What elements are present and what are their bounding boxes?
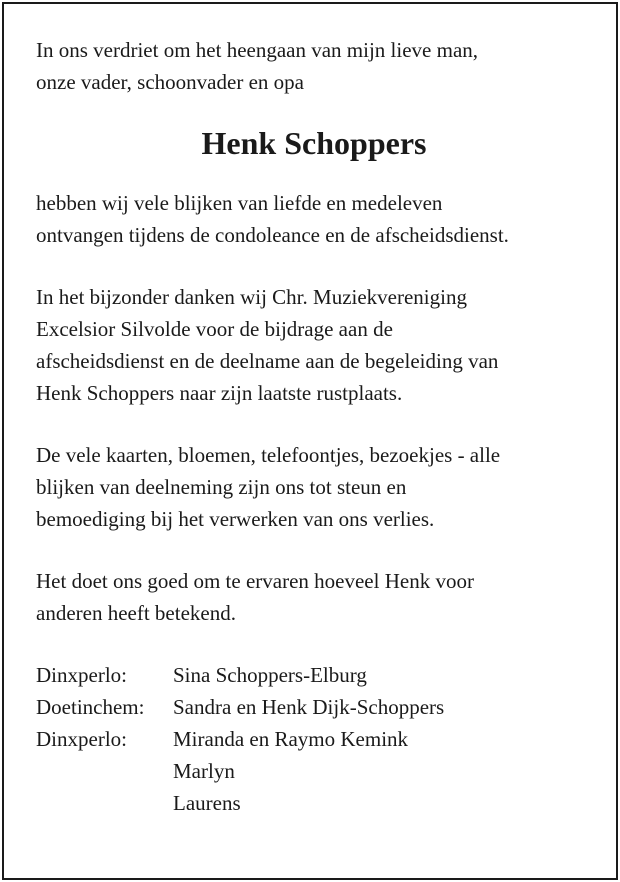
paragraph-line: De vele kaarten, bloemen, telefoontjes, bezoekjes - alle [36, 443, 501, 467]
signature-row [36, 659, 596, 691]
signature-names: Miranda en Raymo Kemink [173, 727, 409, 751]
paragraph-line: Excelsior Silvolde voor de bijdrage aan de [36, 317, 393, 341]
paragraph-line: afscheidsdienst en de deelname aan de begeleiding van [36, 349, 499, 373]
paragraph-line: hebben wij vele blijken van liefde en medeleven [36, 191, 443, 215]
paragraph-line: bemoediging bij het verwerken van ons verlies. [36, 507, 435, 531]
signature-names: Sina Schoppers-Elburg [173, 663, 367, 687]
signature-place: Dinxperlo: [36, 663, 127, 687]
signatures [36, 659, 596, 819]
signature-row [36, 691, 596, 723]
paragraph-line: Henk Schoppers naar zijn laatste rustplaats. [36, 381, 403, 405]
announcement-card [2, 2, 618, 880]
signature-place [36, 755, 173, 787]
signature-place [36, 787, 173, 819]
paragraph-line: anderen heeft betekend. [36, 601, 236, 625]
closing-paragraph [36, 565, 596, 629]
paragraph-line: blijken van deelneming zijn ons tot steun en [36, 475, 407, 499]
intro-text [36, 34, 596, 98]
signature-names: Sandra en Henk Dijk-Schoppers [173, 695, 445, 719]
paragraph-line: ontvangen tijdens de condoleance en de afscheidsdienst. [36, 223, 509, 247]
signature-place: Doetinchem: [36, 695, 145, 719]
paragraph-line: Het doet ons goed om te ervaren hoeveel Henk voor [36, 569, 474, 593]
paragraph-line: In het bijzonder danken wij Chr. Muziekvereniging [36, 285, 467, 309]
announcement-content [36, 34, 596, 819]
signature-place: Dinxperlo: [36, 727, 127, 751]
signature-row [36, 787, 596, 819]
signature-names: Laurens [173, 791, 241, 815]
thanks-paragraph [36, 187, 596, 251]
signature-row [36, 723, 596, 755]
signature-row [36, 755, 596, 787]
deceased-name: Henk Schoppers [201, 125, 427, 161]
signature-names: Marlyn [173, 759, 235, 783]
music-society-paragraph [36, 281, 596, 409]
intro-line: In ons verdriet om het heengaan van mijn lieve man, [36, 38, 479, 62]
intro-line: onze vader, schoonvader en opa [36, 70, 304, 94]
condolences-paragraph [36, 439, 596, 535]
